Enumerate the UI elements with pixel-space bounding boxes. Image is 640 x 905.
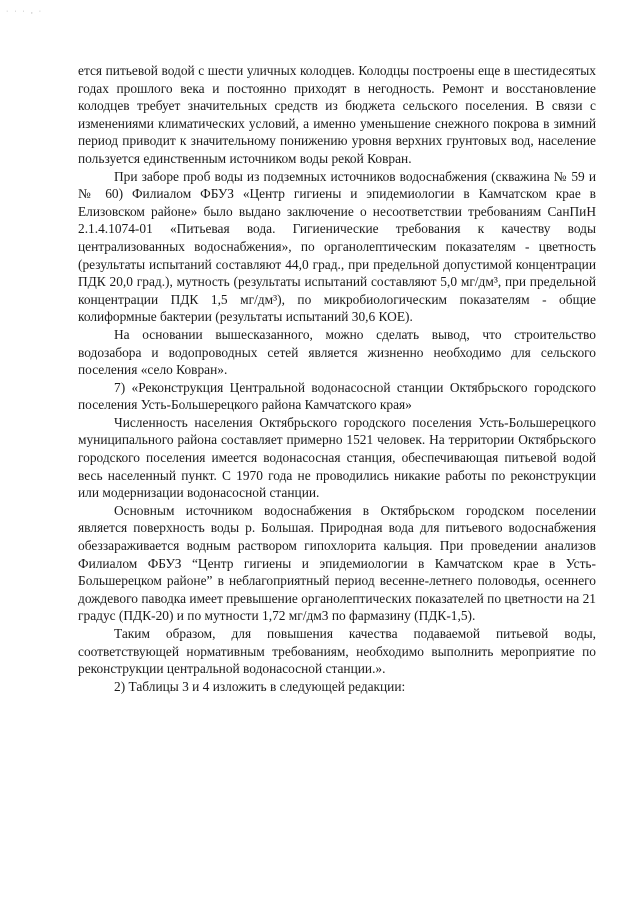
paragraph-water-source: Основным источником водоснабжения в Октябрьском городском поселении является поверхность воды р. Большая. Природная вода для питьевого водоснабжения обеззараживается водным раствором гипохлорита кальция. При проведении анализов Филиалом ФБУЗ “Центр гигиены и эпидемиологии в Камчатском крае в Усть-Большерецком районе” в неблагоприятный период весенне-летнего половодья, осеннего дождевого паводка имеет превышение органолептических показателей по цветности на 21 градус (ПДК-20) и по мутности 1,72 мг/дм3 по фармазину (ПДК-1,5).: [78, 502, 596, 624]
paragraph-item-7-title: 7) «Реконструкция Центральной водонасосной станции Октябрьского городского поселения Усть-Большерецкого района Камчатского края»: [78, 379, 596, 413]
paragraph-tables-note: 2) Таблицы 3 и 4 изложить в следующей редакции:: [114, 678, 406, 694]
paragraph-wells: ется питьевой водой с шести уличных колодцев. Колодцы построены еще в шестидесятых годах прошлого века и постоянно приходят в негодность. Ремонт и восстановление колодцев требует значительных средств из бюджета сельского поселения. В связи с изменениями климатических условий, а именно уменьшение снежного покрова в зимний период приводит к значительному понижению уровня верхних грунтовых вод, население пользуется единственным источником воды рекой Ковран.: [78, 63, 596, 166]
scan-corner-mark: · · · , ·: [6, 8, 44, 15]
paragraph-conclusion-kovran: На основании вышесказанного, можно сделать вывод, что строительство водозабора и водопроводных сетей является жизненно необходимо для сельского поселения «село Ковран».: [78, 326, 596, 378]
paragraph-population: Численность населения Октябрьского городского поселения Усть-Большерецкого муниципального района составляет примерно 1521 человек. На территории Октябрьского городского поселения имеется водонасосная станция, обеспечивающая питьевой водой весь населенный пункт. С 1970 года не проводились никакие работы по реконструкции или модернизации водонасосной станции.: [78, 414, 596, 501]
paragraph-water-samples: При заборе проб воды из подземных источников водоснабжения (скважина № 59 и № 60) Филиалом ФБУЗ «Центр гигиены и эпидемиологии в Камчатском крае в Елизовском районе» было выдано заключение о несоответствии требованиям СанПиН 2.1.4.1074-01 «Питьевая вода. Гигиенические требования к качеству воды централизованных водоснабжения», по органолептическим показателям - цветность (результаты испытаний составляют 44,0 град., при предельной допустимой концентрации ПДК 20,0 град.), мутность (результаты испытаний составляют 5,0 мг/дм³, при предельной концентрации ПДК 1,5 мг/дм³), по микробиологическим показателям - общие колиформные бактерии (результаты испытаний 30,6 КОЕ).: [78, 168, 596, 325]
document-body: [78, 62, 596, 695]
paragraph-summary: Таким образом, для повышения качества подаваемой питьевой воды, соответствующей нормативным требованиям, необходимо выполнить мероприятие по реконструкции центральной водонасосной станции.».: [78, 626, 596, 677]
